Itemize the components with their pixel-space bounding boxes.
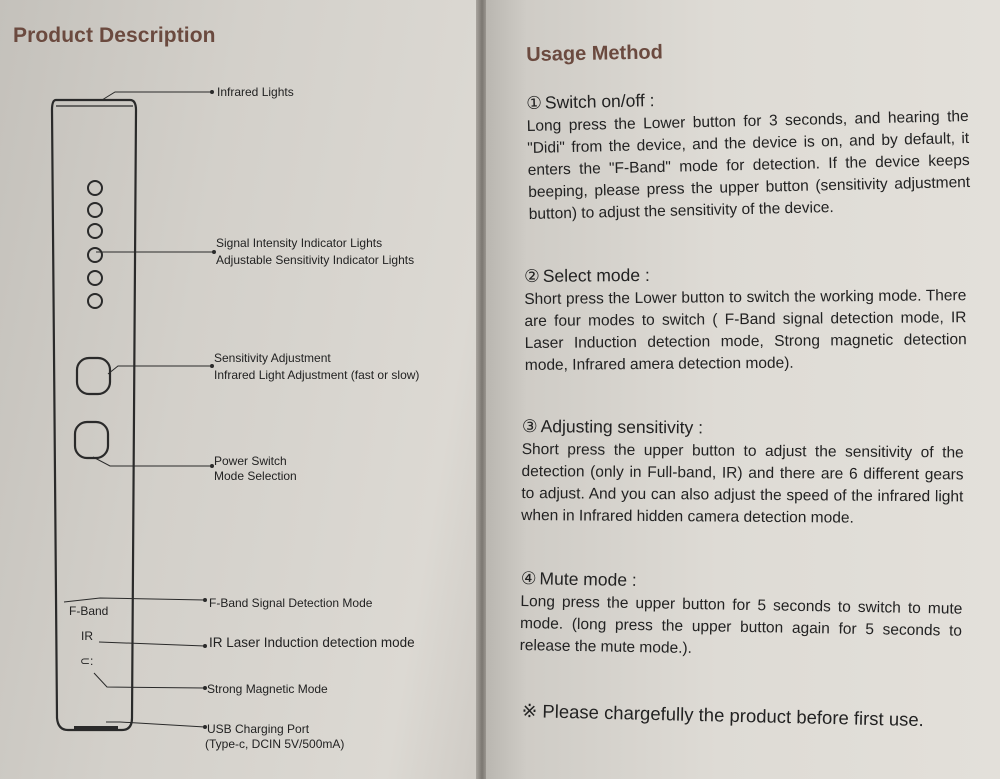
usb-port-callout: USB Charging Port (207, 722, 310, 736)
indicator-light (88, 224, 102, 238)
indicator-light (88, 271, 102, 285)
indicator-light (88, 203, 102, 217)
section-adjusting-sensitivity (521, 416, 964, 530)
section-heading-text: Select mode : (542, 264, 650, 286)
section-body: Short press the Lower button to switch the working mode. There are four modes to switch ( F-Band signal detection mode, IR Laser Induction detection mode, Strong magnetic detection mode, Infrared amera detection mode). (524, 287, 967, 374)
section-heading-text: Switch on/off : (544, 90, 655, 113)
indicator-light (88, 294, 102, 308)
fband-mode-callout: F-Band Signal Detection Mode (209, 596, 373, 610)
infrared-lights-callout: Infrared Lights (217, 85, 294, 99)
fband-device-label: F-Band (69, 604, 109, 618)
power-switch-callout: Power Switch (214, 454, 287, 468)
charge-footnote: ※ Please chargefully the product before first use. (521, 700, 925, 731)
usb-port (74, 726, 118, 731)
section-body: Long press the upper button for 5 seconds to switch to mute mode. (long press the upper button again for 5 seconds to release the mute mode.). (519, 592, 963, 657)
section-mute-mode (519, 568, 962, 665)
sensitivity-adjustment-callout: Sensitivity Adjustment (214, 351, 331, 365)
section-heading (522, 416, 964, 440)
section-heading (524, 262, 966, 287)
magnetic-device-label: ⊂: (80, 654, 94, 668)
mode-selection-callout: Mode Selection (214, 469, 297, 483)
indicator-light (88, 248, 102, 262)
section-body: Short press the upper button to adjust the sensitivity of the detection (only in Full-band, IR) and there are 6 different gears to adjust. And you can also adjust the speed of the infrared light when in Infrared hidden camera detection mode. (521, 440, 964, 527)
magnetic-mode-callout: Strong Magnetic Mode (207, 682, 328, 696)
indicator-light (88, 181, 102, 195)
product-description-title: Product Description (13, 24, 216, 47)
section-number: ③ (521, 416, 538, 437)
section-switch-on-off (526, 83, 971, 226)
indicator-lights (88, 181, 102, 308)
section-body: Long press the Lower button for 3 seconds, and hearing the "Didi" from the device, and the device is on, and by default, it enters the "F-Band" mode for detection. If the device keeps beeping, please press the upper button (sensitivity adjustment button) to adjust the sensitivity of the device. (526, 107, 971, 223)
ir-device-label: IR (81, 629, 93, 643)
section-number: ④ (520, 568, 537, 589)
adjustable-sensitivity-callout: Adjustable Sensitivity Indicator Lights (216, 253, 415, 267)
upper-button (77, 358, 110, 394)
section-select-mode (524, 262, 967, 377)
infrared-light-adjustment-callout: Infrared Light Adjustment (fast or slow) (214, 368, 420, 382)
section-number: ② (524, 265, 540, 286)
section-heading-text: Mute mode : (539, 568, 637, 591)
device-diagram (0, 0, 478, 779)
section-heading-text: Adjusting sensitivity : (540, 416, 704, 438)
leader-dots (203, 90, 216, 729)
lower-button (75, 422, 108, 458)
signal-intensity-callout: Signal Intensity Indicator Lights (216, 236, 383, 250)
usage-method-title: Usage Method (526, 41, 664, 66)
usb-spec-callout: (Type-c, DCIN 5V/500mA) (205, 737, 345, 751)
section-number: ① (526, 92, 543, 113)
ir-mode-callout: IR Laser Induction detection mode (209, 635, 415, 650)
